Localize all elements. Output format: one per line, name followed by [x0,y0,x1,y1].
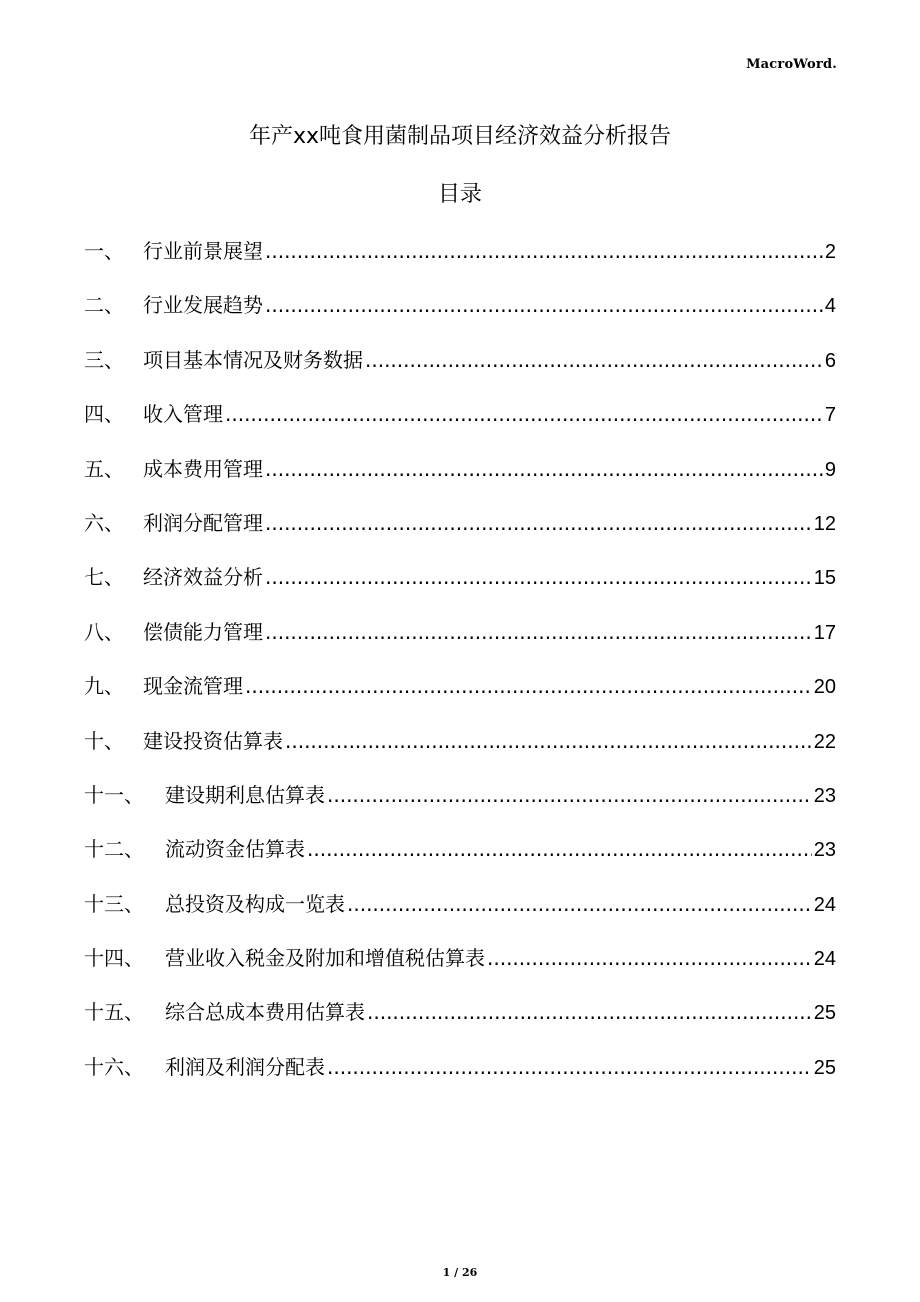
toc-entry[interactable] [84,345,836,399]
toc-entry[interactable] [84,726,836,780]
toc-dot-leader [225,399,823,429]
toc-heading: 目录 [437,182,482,207]
toc-entry-number: 十六、 [84,1054,144,1079]
toc-entry-number: 五、 [84,456,124,481]
toc-dot-leader [307,834,812,864]
toc-dot-leader [365,345,823,375]
toc-entry-page: 6 [824,349,836,372]
toc-entry-page: 22 [813,730,836,753]
toc-entry-page: 23 [813,784,836,807]
toc-entry-title: 流动资金估算表 [165,837,305,862]
toc-dot-leader [265,290,823,320]
toc-entry-title: 现金流管理 [143,674,243,699]
toc-entry-number: 十五、 [84,1000,144,1025]
toc-entry-number: 十四、 [84,946,144,971]
toc-dot-leader [367,997,812,1027]
toc-entry[interactable] [84,997,836,1051]
toc-dot-leader [347,889,812,919]
toc-entry-page: 7 [824,404,836,427]
toc-entry[interactable] [84,617,836,671]
toc-entry-number: 十三、 [84,891,144,916]
toc-dot-leader [265,454,823,484]
toc-entry[interactable] [84,562,836,616]
toc-entry-number: 七、 [84,565,124,590]
toc-entry-page: 25 [813,1002,836,1025]
toc-entry-page: 15 [813,567,836,590]
toc-entry-title: 偿债能力管理 [143,619,263,644]
toc-entry-number: 二、 [84,293,124,318]
toc-entry-title: 经济效益分析 [143,565,263,590]
toc-entry-title: 行业发展趋势 [143,293,263,318]
toc-entry[interactable] [84,943,836,997]
table-of-contents [84,236,836,1106]
toc-entry[interactable] [84,508,836,562]
toc-entry-page: 17 [813,621,836,644]
toc-dot-leader [265,236,823,266]
toc-entry-title: 项目基本情况及财务数据 [143,347,363,372]
toc-entry[interactable] [84,671,836,725]
document-title: 年产xx吨食用菌制品项目经济效益分析报告 [248,124,672,149]
toc-entry-title: 行业前景展望 [143,239,263,263]
toc-dot-leader [265,562,812,592]
toc-entry-page: 24 [813,893,836,916]
toc-entry-title: 成本费用管理 [143,456,263,481]
toc-entry-title: 收入管理 [143,402,223,427]
toc-entry-title: 营业收入税金及附加和增值税估算表 [165,946,485,971]
toc-entry-number: 四、 [84,402,124,427]
toc-entry-number: 三、 [84,347,124,372]
page-header-brand: MacroWord. [746,57,837,72]
toc-entry-number: 八、 [84,619,124,644]
toc-entry-number: 十二、 [84,837,144,862]
toc-dot-leader [265,508,812,538]
toc-entry-page: 20 [813,676,836,699]
toc-entry-number: 六、 [84,510,124,535]
toc-entry[interactable] [84,834,836,888]
toc-entry[interactable] [84,889,836,943]
page-number-footer: 1 / 26 [442,1266,478,1279]
toc-dot-leader [327,1052,812,1082]
toc-entry-number: 十、 [84,728,124,753]
toc-entry-title: 综合总成本费用估算表 [165,1000,365,1025]
toc-entry-number: 十一、 [84,782,144,807]
toc-dot-leader [245,671,812,701]
toc-entry-title: 建设期利息估算表 [165,782,325,807]
toc-entry-title: 利润分配管理 [143,510,263,535]
toc-entry-page: 24 [813,948,836,971]
toc-entry-page: 25 [813,1056,836,1079]
toc-entry-title: 总投资及构成一览表 [165,891,345,916]
toc-dot-leader [487,943,812,973]
toc-entry[interactable] [84,1052,836,1106]
toc-entry-page: 9 [824,458,836,481]
toc-entry[interactable] [84,454,836,508]
toc-entry-number: 一、 [84,239,124,263]
toc-dot-leader [285,726,812,756]
toc-entry-page: 12 [813,512,836,535]
toc-entry[interactable] [84,236,836,290]
toc-entry-page: 2 [824,241,836,263]
toc-dot-leader [265,617,812,647]
toc-entry-number: 九、 [84,674,124,699]
toc-entry[interactable] [84,780,836,834]
toc-dot-leader [327,780,812,810]
toc-entry[interactable] [84,399,836,453]
toc-entry-title: 利润及利润分配表 [165,1054,325,1079]
toc-entry-page: 23 [813,839,836,862]
toc-entry-title: 建设投资估算表 [143,728,283,753]
toc-entry-page: 4 [824,295,836,318]
toc-entry[interactable] [84,290,836,344]
